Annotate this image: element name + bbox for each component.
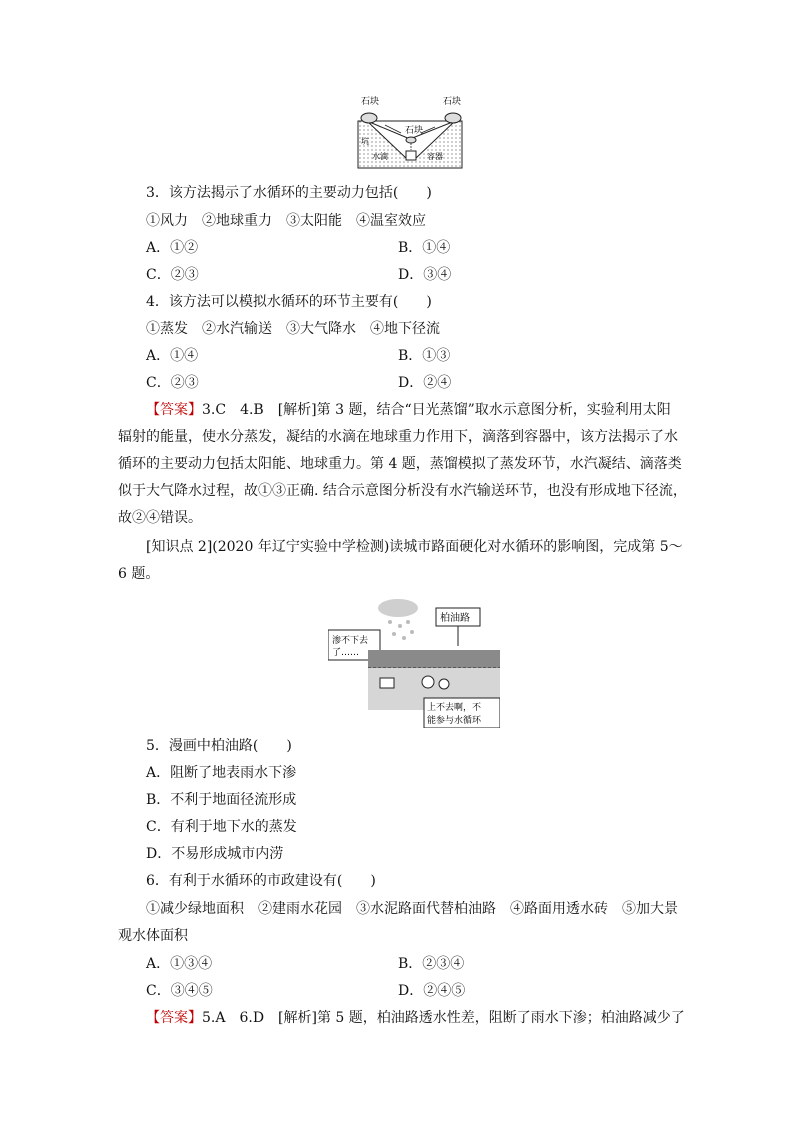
bubble-right-line-2: 能参与水循环 [427,716,482,726]
question-4-option-d: D．②④ [398,375,452,391]
container-shape [406,151,416,160]
question-5-stem: 5．漫画中柏油路( ) [146,738,292,754]
answer-block-1-line-3: 循环的主要动力包括太阳能、地球重力。第 4 题，蒸馏模拟了蒸发环节，水汽凝结、滴落类 [118,456,682,472]
question-4-option-a: A．①④ [146,348,199,364]
label-pit: 坑 [361,137,369,146]
question-5-option-c: C．有利于地下水的蒸发 [146,819,297,835]
question-5-option-a: A．阻断了地表雨水下渗 [146,765,297,781]
bubble-left-line-1: 渗不下去 [332,636,369,646]
question-4-stem: 4．该方法可以模拟水循环的环节主要有( ) [146,294,432,310]
question-3-items: ①风力 ②地球重力 ③太阳能 ④温室效应 [146,213,426,229]
question-3-stem: 3．该方法揭示了水循环的主要动力包括( ) [146,185,432,201]
label-rock-right: 石块 [443,97,462,107]
label-container: 容器 [427,152,443,161]
answer-text: 3.C 4.B [解析]第 3 题，结合“日光蒸馏”取水示意图分析，实验利用太阳 [202,402,671,418]
answer-block-1-line-1 [146,400,671,420]
question-6-stem: 6．有利于水循环的市政建设有( ) [146,873,376,889]
solar-distillation-figure [355,93,467,171]
answer-block-1-line-4: 似于大气降水过程，故①③正确. 结合示意图分析没有水汽输送环节，也没有形成地下径流， [118,483,687,499]
rock-right [445,113,461,123]
question-6-items-line-2: 观水体面积 [118,928,188,944]
question-4-option-b: B．①③ [398,348,451,364]
question-3-option-d: D．③④ [398,267,452,283]
question-6-option-d: D．②④⑤ [398,983,466,999]
raindrops [388,620,414,640]
bubble-left-line-2: 了…… [332,648,360,658]
sign-label: 柏油路 [440,613,470,624]
question-6-option-b: B．②③④ [398,956,465,972]
underground-object [380,678,394,688]
answer-tag: 【答案】 [146,402,202,418]
answer-block-2-line-1 [146,1008,685,1028]
question-3-option-a: A．①② [146,240,199,256]
answer-block-1-line-2: 辐射的能量，使水分蒸发，凝结的水滴在地球重力作用下，滴落到容器中，该方法揭示了水 [118,429,678,445]
label-water-drop: 水滴 [372,152,388,161]
question-5-option-b: B．不利于地面径流形成 [146,792,297,808]
rock-center [406,137,416,143]
question-5-option-d: D．不易形成城市内涝 [146,846,284,862]
question-3-option-b: B．①④ [398,240,451,256]
answer-block-1-line-5: 故②④错误。 [118,510,202,526]
cloud [378,599,418,617]
asphalt-road-cartoon-figure [328,594,500,728]
rock-left [361,113,377,123]
groundwater-character [422,676,434,688]
knowledge-point-intro-line-2: 6 题。 [118,566,160,582]
groundwater-character [439,679,449,689]
knowledge-point-intro-line-1: [知识点 2](2020 年辽宁实验中学检测)读城市路面硬化对水循环的影响图，完成第 5～ [146,539,683,555]
question-3-option-c: C．②③ [146,267,199,283]
label-rock-left: 石块 [361,97,380,107]
asphalt-surface [368,650,500,668]
answer-tag: 【答案】 [146,1010,202,1026]
question-6-option-c: C．③④⑤ [146,983,213,999]
question-6-option-a: A．①③④ [146,956,213,972]
answer-text: 5.A 6.D [解析]第 5 题，柏油路透水性差，阻断了雨水下渗；柏油路减少了 [202,1010,685,1026]
bubble-right-line-1: 上不去啊，不 [427,703,482,713]
label-rock-center: 石块 [405,126,424,136]
question-4-option-c: C．②③ [146,375,199,391]
question-4-items: ①蒸发 ②水汽输送 ③大气降水 ④地下径流 [146,321,440,337]
question-6-items-line-1: ①减少绿地面积 ②建雨水花园 ③水泥路面代替柏油路 ④路面用透水砖 ⑤加大景 [146,901,678,917]
